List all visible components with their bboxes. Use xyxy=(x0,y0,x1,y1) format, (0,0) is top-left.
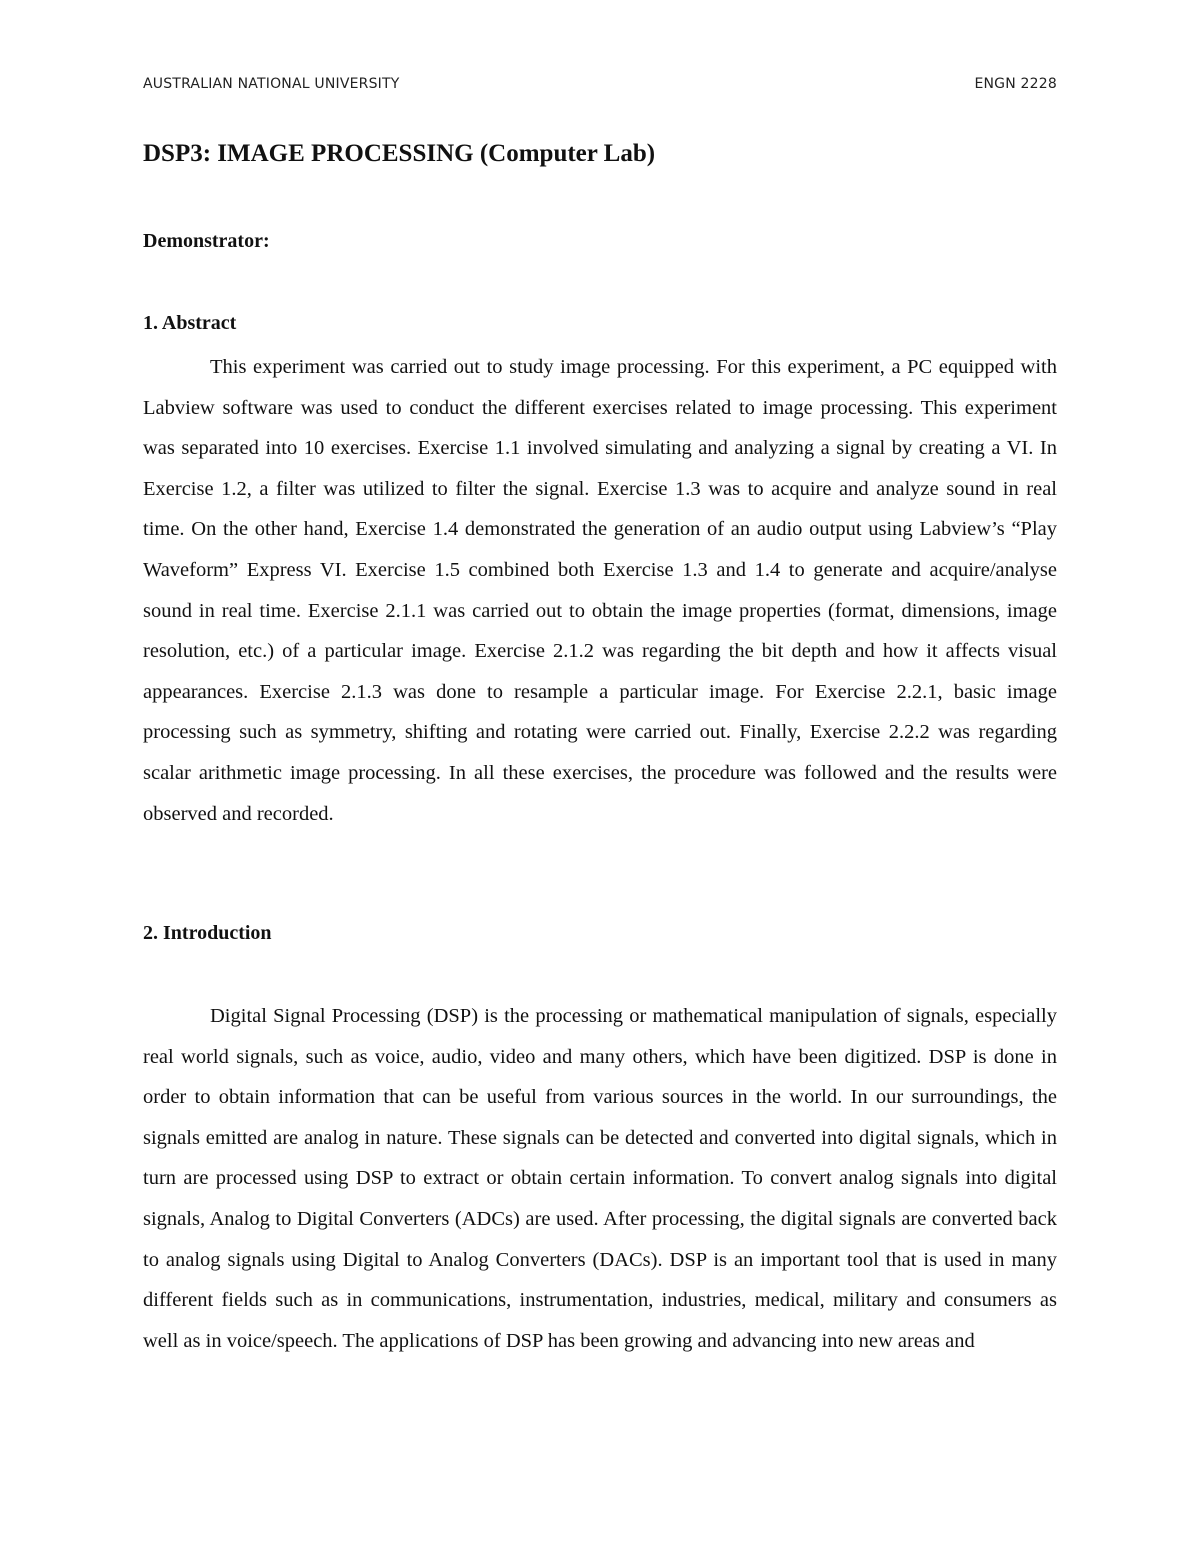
section-heading-introduction: 2. Introduction xyxy=(143,922,272,944)
running-header xyxy=(143,76,1057,98)
introduction-paragraph: Digital Signal Processing (DSP) is the processing or mathematical manipulation of signals, especially real world signals, such as voice, audio, video and many others, which have been digitized. DSP is done in order to obtain information that can be useful from various sources in the world. In our surroundings, the signals emitted are analog in nature. These signals can be detected and converted into digital signals, which in turn are processed using DSP to extract or obtain certain information. To convert analog signals into digital signals, Analog to Digital Converters (ADCs) are used. After processing, the digital signals are converted back to analog signals using Digital to Analog Converters (DACs). DSP is an important tool that is used in many different fields such as in communications, instrumentation, industries, medical, military and consumers as well as in voice/speech. The applications of DSP has been growing and advancing into new areas and xyxy=(143,1005,1057,1352)
header-institution: AUSTRALIAN NATIONAL UNIVERSITY xyxy=(143,76,400,92)
section-heading-abstract: 1. Abstract xyxy=(143,312,237,334)
header-course-code: ENGN 2228 xyxy=(974,76,1057,92)
abstract-paragraph: This experiment was carried out to study image processing. For this experiment, a PC equipped with Labview software was used to conduct the different exercises related to image processing. This experiment was separated into 10 exercises. Exercise 1.1 involved simulating and analyzing a signal by creating a VI. In Exercise 1.2, a filter was utilized to filter the signal. Exercise 1.3 was to acquire and analyze sound in real time. On the other hand, Exercise 1.4 demonstrated the generation of an audio output using Labview’s “Play Waveform” Express VI. Exercise 1.5 combined both Exercise 1.3 and 1.4 to generate and acquire/analyse sound in real time. Exercise 2.1.1 was carried out to obtain the image properties (format, dimensions, image resolution, etc.) of a particular image. Exercise 2.1.2 was regarding the bit depth and how it affects visual appearances. Exercise 2.1.3 was done to resample a particular image. For Exercise 2.2.1, basic image processing such as symmetry, shifting and rotating were carried out. Finally, Exercise 2.2.2 was regarding scalar arithmetic image processing. In all these exercises, the procedure was followed and the results were observed and recorded. xyxy=(143,356,1057,825)
demonstrator-label: Demonstrator: xyxy=(143,230,270,252)
document-title: DSP3: IMAGE PROCESSING (Computer Lab) xyxy=(143,140,656,167)
